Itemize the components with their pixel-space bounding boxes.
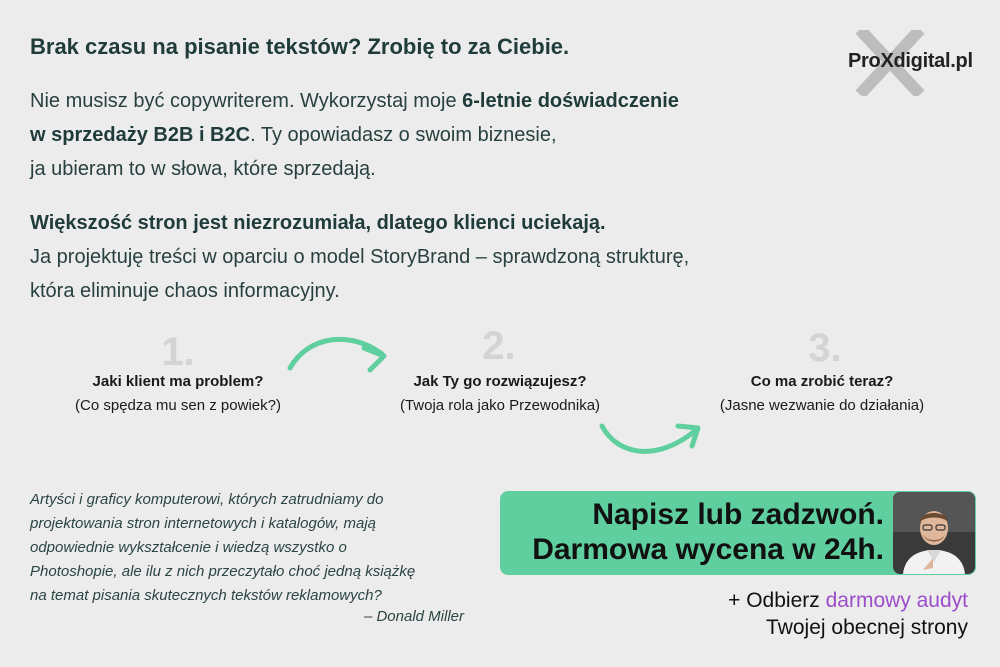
step-1-number: 1. (161, 330, 195, 374)
arrow-1-to-2-icon (284, 328, 396, 374)
donald-miller-quote (30, 488, 470, 608)
intro-line1-plain: Nie musisz być copywriterem. Wykorzystaj moje (30, 90, 463, 112)
person-avatar-icon (893, 492, 975, 574)
intro-line2-bold: w sprzedaży B2B i B2C (30, 124, 251, 146)
cta-box[interactable] (500, 491, 976, 575)
headline: Brak czasu na pisanie tekstów? Zrobię to za Ciebie. (30, 34, 570, 59)
step-3 (672, 370, 972, 418)
step-3-subtitle: (Jasne wezwanie do działania) (719, 397, 925, 414)
bonus-offer (600, 587, 968, 641)
cta-text (532, 497, 884, 567)
step-2-number: 2. (482, 324, 516, 368)
step-2-question: Jak Ty go rozwiązujesz? (413, 373, 587, 390)
step-2 (350, 370, 650, 418)
step-1-subtitle: (Co spędza mu sen z powiek?) (75, 397, 281, 414)
intro-line3: ja ubieram to w słowa, które sprzedają. (30, 158, 376, 180)
storybrand-title: Większość stron jest niezrozumiała, dlatego klienci uciekają. (30, 212, 606, 234)
logo (838, 30, 988, 96)
intro-paragraph (30, 84, 790, 186)
step-2-subtitle: (Twoja rola jako Przewodnika) (399, 397, 601, 414)
quote-line: odpowiednie wykształcenie i wiedzą wszystko o (30, 539, 347, 556)
bonus-accent: darmowy audyt (825, 589, 968, 612)
step-1 (30, 370, 326, 418)
storybrand-line1: Ja projektuję treści w oparciu o model StoryBrand – sprawdzoną strukturę, (30, 246, 690, 268)
cta-line2: Darmowa wycena w 24h. (532, 533, 884, 566)
intro-line2-plain: . Ty opowiadasz o swoim biznesie, (250, 124, 557, 146)
bonus-line2: Twojej obecnej strony (766, 616, 968, 639)
quote-line: projektowania stron internetowych i katalogów, mają (30, 515, 377, 532)
intro-line1-bold: 6-letnie doświadczenie (462, 90, 679, 112)
quote-line: Artyści i graficy komputerowi, których zatrudniamy do (30, 491, 384, 508)
quote-line: na temat pisania skutecznych tekstów reklamowych? (30, 587, 382, 604)
storybrand-paragraph (30, 206, 830, 308)
cta-line1: Napisz lub zadzwoń. (592, 498, 884, 531)
step-1-question: Jaki klient ma problem? (92, 373, 264, 390)
bonus-prefix: + Odbierz (728, 589, 826, 612)
quote-author: – Donald Miller (363, 608, 464, 625)
quote-line: Photoshopie, ale ilu z nich przeczytało choć jedną książkę (30, 563, 416, 580)
arrow-2-to-3-icon (596, 418, 708, 464)
avatar (893, 492, 975, 574)
logo-text: ProXdigital.pl (848, 50, 973, 72)
storybrand-line2: która eliminuje chaos informacyjny. (30, 280, 340, 302)
step-3-number: 3. (808, 326, 842, 370)
step-3-question: Co ma zrobić teraz? (750, 373, 894, 390)
